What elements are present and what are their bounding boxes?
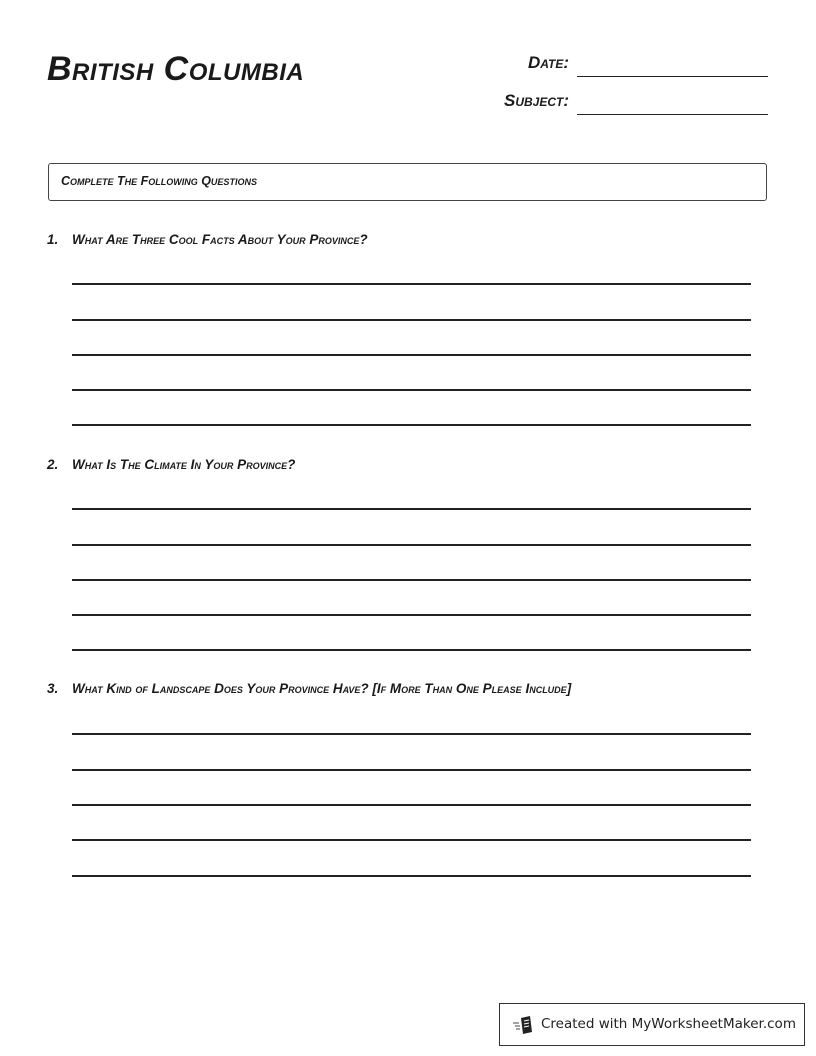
subject-label: Subject: — [503, 91, 569, 110]
answer-line[interactable] — [72, 839, 751, 841]
instructions-box — [48, 163, 767, 201]
subject-field-line[interactable] — [577, 114, 768, 115]
answer-line[interactable] — [72, 769, 751, 771]
answer-line[interactable] — [72, 424, 751, 426]
answer-line[interactable] — [72, 354, 751, 356]
question-3 — [47, 681, 571, 696]
answer-line[interactable] — [72, 319, 751, 321]
answer-line[interactable] — [72, 733, 751, 735]
worksheet-logo-icon — [512, 1015, 536, 1035]
question-text: What Is The Climate In Your Province? — [72, 457, 296, 472]
answer-line[interactable] — [72, 579, 751, 581]
question-number: 2. — [47, 457, 59, 472]
footer-badge[interactable] — [499, 1003, 805, 1046]
answer-line[interactable] — [72, 649, 751, 651]
worksheet-title: British Columbia — [47, 50, 305, 88]
date-label: Date: — [527, 53, 569, 72]
footer-text: Created with MyWorksheetMaker.com — [541, 1016, 796, 1032]
answer-line[interactable] — [72, 389, 751, 391]
question-2 — [47, 457, 295, 472]
question-number: 3. — [47, 681, 59, 696]
question-1 — [47, 232, 368, 247]
question-text: What Are Three Cool Facts About Your Province? — [72, 232, 368, 247]
answer-line[interactable] — [72, 875, 751, 877]
question-number: 1. — [47, 232, 59, 247]
instructions-text: Complete The Following Questions — [61, 174, 257, 188]
answer-line[interactable] — [72, 804, 751, 806]
answer-line[interactable] — [72, 544, 751, 546]
question-text: What Kind of Landscape Does Your Province Have? [If More Than One Please Include] — [72, 681, 572, 696]
date-field-line[interactable] — [577, 76, 768, 77]
answer-line[interactable] — [72, 614, 751, 616]
answer-line[interactable] — [72, 283, 751, 285]
answer-line[interactable] — [72, 508, 751, 510]
